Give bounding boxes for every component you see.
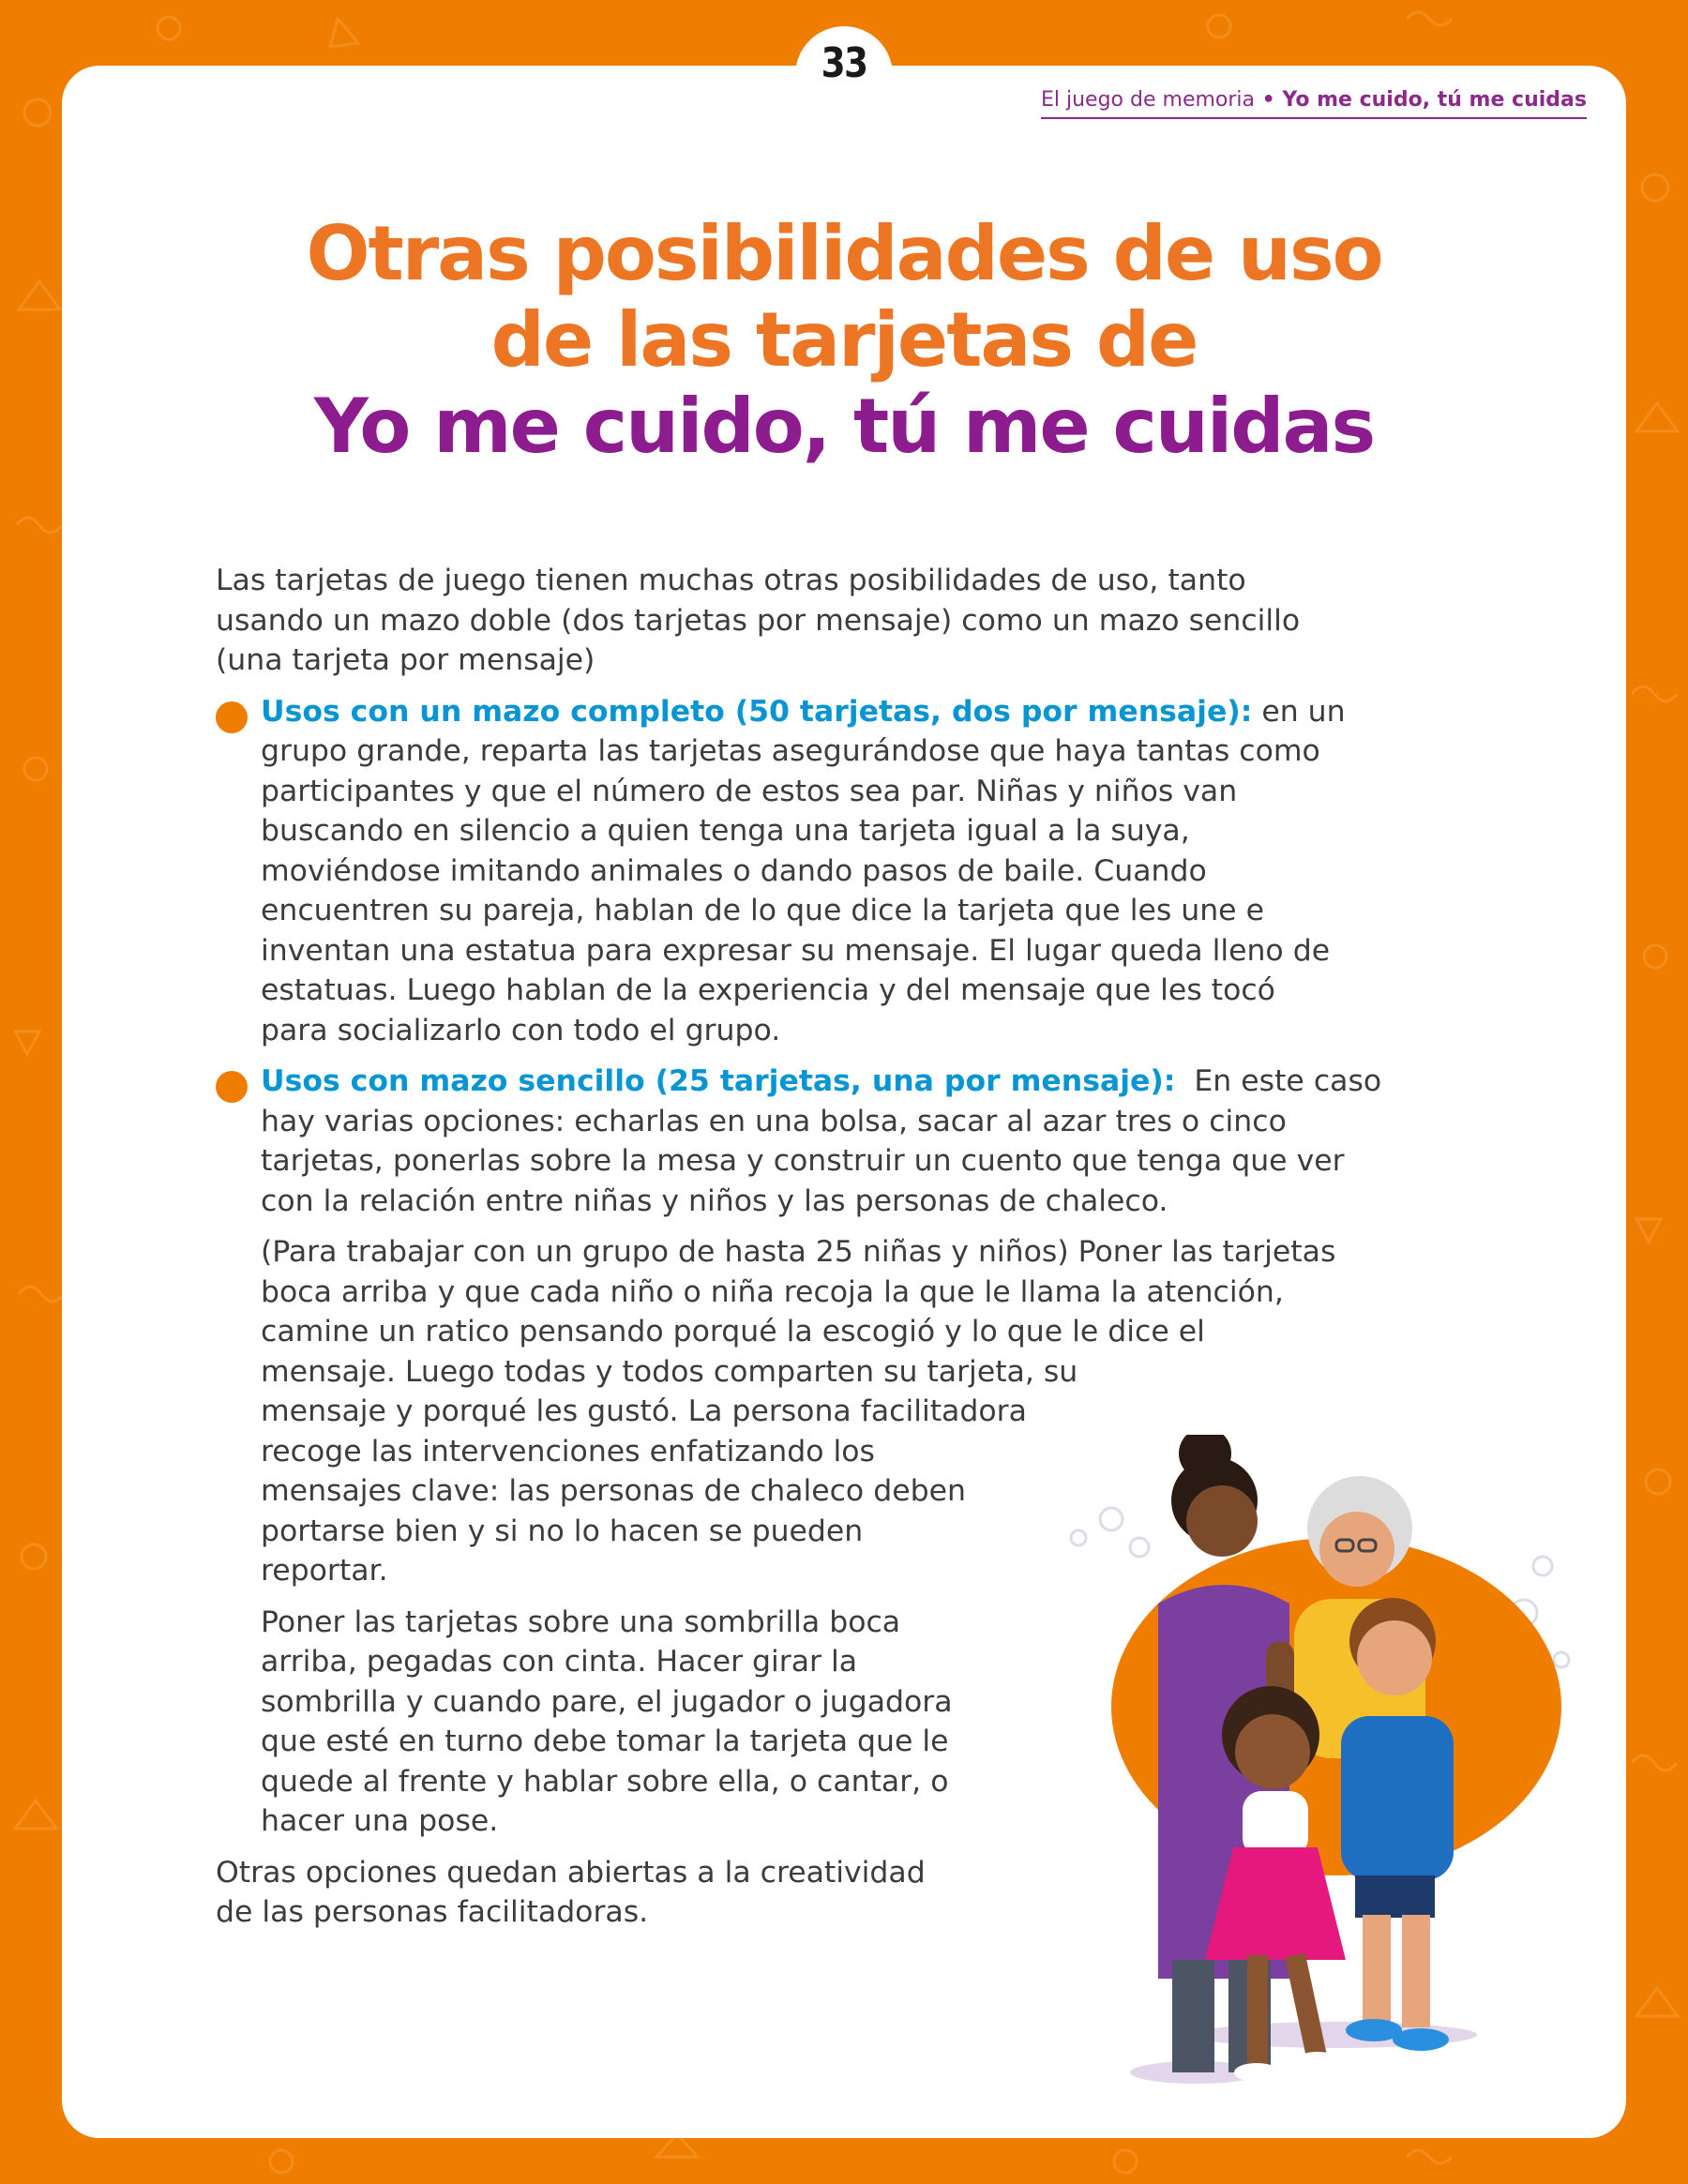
paragraph-line: (Para trabajar con un grupo de hasta 25 niñas y niños) Poner las tarjetas [261,1235,1336,1269]
bullet-line: encuentren su pareja, hablan de lo que dice la tarjeta que les une e [261,894,1264,927]
title-line-1: Otras posibilidades de uso [306,210,1382,297]
paragraph-line: hacer una pose. [261,1804,499,1838]
intro-paragraph [216,561,1500,681]
paragraph-line: mensaje y porqué les gustó. La persona facilitadora [261,1394,1027,1428]
header-section: El juego de memoria [1041,88,1256,112]
bullet-line: hay varias opciones: echarlas en una bolsa, sacar al azar tres o cinco [261,1104,1287,1138]
bullet-line: tarjetas, ponerlas sobre la mesa y construir un cuento que tenga que ver [261,1144,1345,1178]
closing-line: Otras opciones quedan abiertas a la creatividad [216,1855,926,1890]
intro-line: usando un mazo doble (dos tarjetas por mensaje) como un mazo sencillo [216,603,1301,638]
title-line-2: de las tarjetas de [490,296,1198,384]
paragraph-line: que esté en turno debe tomar la tarjeta que le [261,1725,949,1758]
bullet-line: participantes y que el número de estos sea par. Niñas y niños van [261,774,1238,808]
paragraph-line: sombrilla y cuando pare, el jugador o jugadora [261,1684,953,1719]
bullet-line: con la relación entre niñas y niños y las personas de chaleco. [261,1183,1168,1218]
closing-line: de las personas facilitadoras. [216,1895,649,1929]
bullet-dot-icon [216,701,248,733]
header-separator: • [1255,88,1283,112]
bullet-full-deck [216,692,1500,1051]
bullet-single-deck [216,1062,1500,1221]
bullet-line: moviéndose imitando animales o dando pasos de baile. Cuando [261,853,1207,888]
running-header [1041,88,1587,119]
bullet-line: para socializarlo con todo el grupo. [261,1013,781,1047]
paragraph-line: arriba, pegadas con cinta. Hacer girar la [261,1645,858,1679]
bullet-line: estatuas. Luego hablan de la experiencia y del mensaje que les tocó [261,973,1275,1007]
paragraph-line: Poner las tarjetas sobre una sombrilla boca [261,1604,901,1639]
bullet-text: en un [1252,694,1346,729]
intro-line: (una tarjeta por mensaje) [216,643,595,677]
family-illustration [1055,1435,1580,2110]
bullet-lead: Usos con mazo sencillo (25 tarjetas, una por mensaje): [261,1064,1176,1098]
page-title [188,211,1500,470]
bullet-dot-icon [216,1071,248,1103]
header-subtitle: Yo me cuido, tú me cuidas [1282,88,1587,112]
bullet-text: En este caso [1175,1064,1382,1098]
page-number: 33 [821,39,867,87]
paragraph-line: reportar. [261,1554,388,1588]
paragraph-line: mensaje. Luego todas y todos comparten su tarjeta, su [261,1354,1078,1389]
paragraph-line: boca arriba y que cada niño o niña recoja la que le llama la atención, [261,1274,1284,1309]
paragraph-line: camine un ratico pensando porqué la escogió y lo que le dice el [261,1315,1205,1348]
title-line-3: Yo me cuido, tú me cuidas [313,383,1375,470]
paragraph-line: portarse bien y si no lo hacen se pueden [261,1514,864,1548]
paragraph-line: mensajes clave: las personas de chaleco deben [261,1474,966,1508]
bullet-line: buscando en silencio a quien tenga una tarjeta igual a la suya, [261,814,1190,848]
paragraph-line: quede al frente y hablar sobre ella, o cantar, o [261,1764,949,1799]
intro-line: Las tarjetas de juego tienen muchas otras posibilidades de uso, tanto [216,564,1246,597]
bullet-lead: Usos con un mazo completo (50 tarjetas, dos por mensaje): [261,694,1253,729]
paragraph-line: recoge las intervenciones enfatizando los [261,1434,875,1469]
bullet-line: grupo grande, reparta las tarjetas asegurándose que haya tantas como [261,734,1320,768]
bullet-line: inventan una estatua para expresar su mensaje. El lugar queda lleno de [261,933,1331,968]
